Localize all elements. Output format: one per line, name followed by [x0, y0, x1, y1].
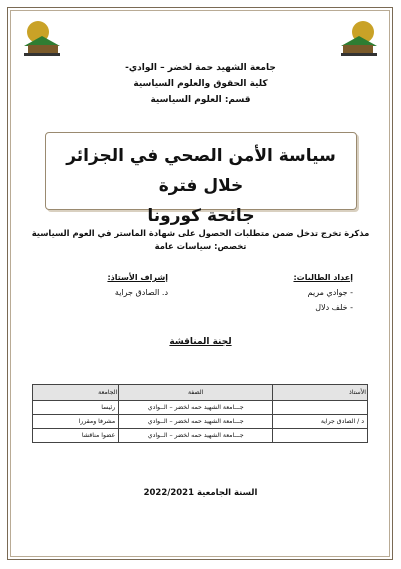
department-name: قسم: العلوم السياسية — [150, 95, 251, 105]
cell-role: جـــامعة الشهيد حمه لخضر – الــوادي — [119, 429, 273, 443]
header-professor: الأستاذ — [273, 385, 368, 401]
jury-header-row — [33, 385, 368, 401]
student-name: - جوادي مريم — [307, 288, 353, 297]
supervisor-name: د. الصادق جراية — [114, 288, 168, 297]
cell-role: جـــامعة الشهيد حمه لخضر – الــوادي — [119, 415, 273, 429]
supervisor-block — [48, 270, 168, 300]
table-row — [33, 415, 368, 429]
thesis-title-line1: سياسة الأمن الصحي في الجزائر خلال فترة — [66, 146, 336, 196]
memo-line1: مذكرة تخرج تدخل ضمن متطلبات الحصول على شهادة الماستر في العوم السياسية — [31, 228, 370, 238]
university-name: جامعة الشهيد حمة لخضر – الوادي- — [125, 63, 276, 73]
memo-description — [20, 227, 381, 253]
memo-line2: تخصص: سياسات عامة — [154, 241, 247, 251]
university-logo-left — [20, 18, 64, 58]
cell-professor — [273, 401, 368, 415]
cell-university: عضوا مناقشا — [33, 429, 119, 443]
students-block — [243, 270, 353, 315]
thesis-title-line2: جائحة كورونا — [147, 206, 255, 226]
cell-university: مشرفا ومقررا — [33, 415, 119, 429]
student-name: - خلف دلال — [315, 303, 353, 312]
table-row — [33, 401, 368, 415]
jury-table — [32, 384, 368, 443]
university-logo-right — [337, 18, 381, 58]
header-role: الصفة — [119, 385, 273, 401]
cell-role: جـــامعة الشهيد حمه لخضر – الــوادي — [119, 401, 273, 415]
cell-professor — [273, 429, 368, 443]
cell-professor: د / الصادق جراية — [273, 415, 368, 429]
supervisor-heading: إشراف الأستاذ: — [107, 273, 168, 282]
committee-title: لجنة المناقشة — [169, 337, 232, 347]
students-heading: إعداد الطالبات: — [293, 273, 353, 282]
institution-header — [0, 60, 401, 108]
thesis-title-box — [45, 132, 357, 226]
header-university: الجامعة — [33, 385, 119, 401]
cell-university: رئيسا — [33, 401, 119, 415]
faculty-name: كلية الحقوق والعلوم السياسية — [133, 79, 268, 89]
academic-year: السنة الجامعية 2022/2021 — [143, 488, 258, 498]
table-row — [33, 429, 368, 443]
